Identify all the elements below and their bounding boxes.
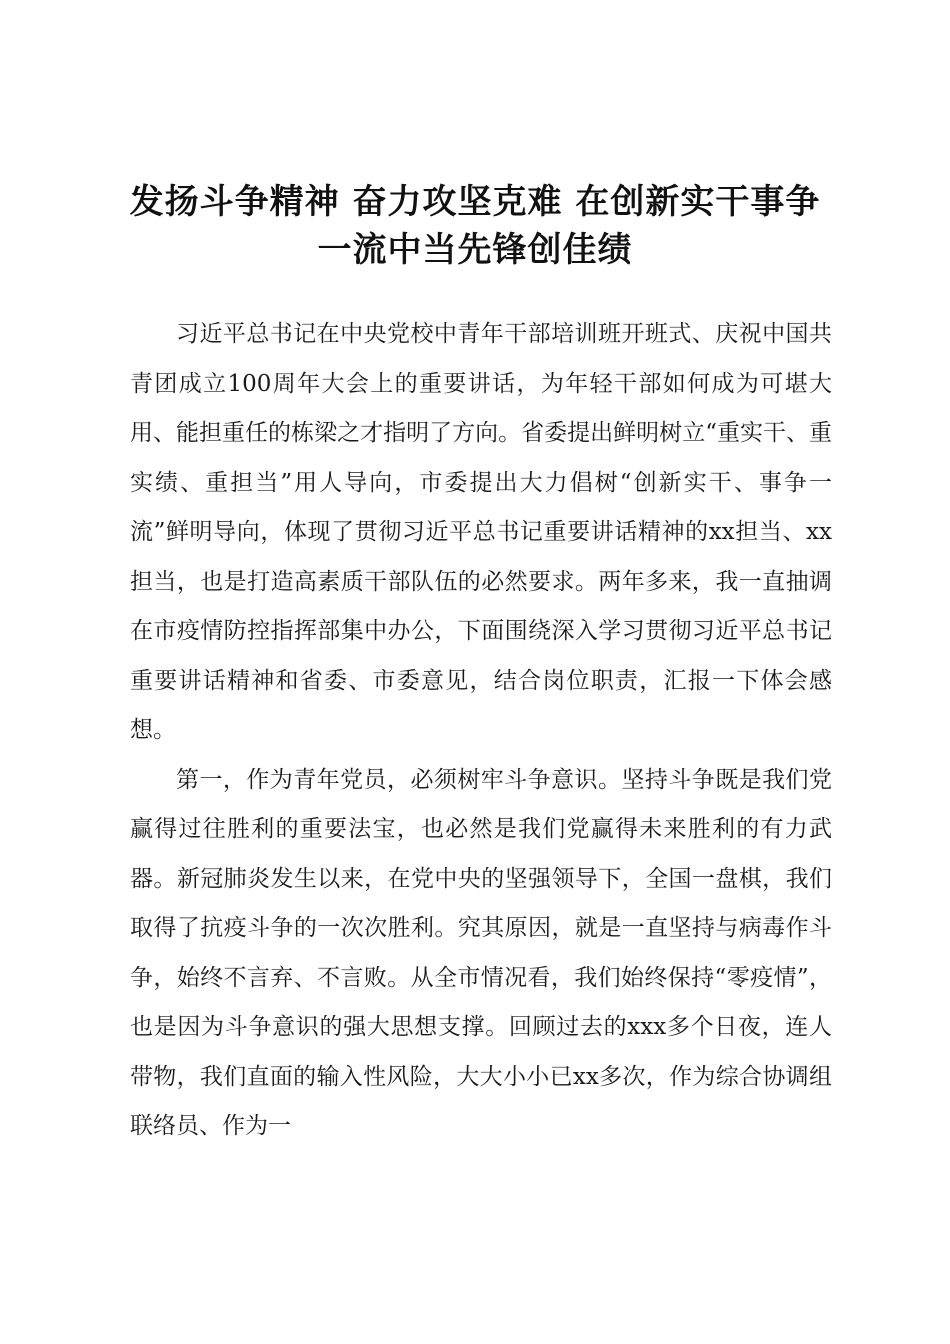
- title-line-2: 一流中当先锋创佳绩: [317, 230, 633, 270]
- document-title: [120, 178, 830, 274]
- title-line-1: 发扬斗争精神 奋力攻坚克难 在创新实干事争: [129, 182, 821, 222]
- paragraph-first-point: 第一，作为青年党员，必须树牢斗争意识。坚持斗争既是我们党赢得过往胜利的重要法宝，也必然是我们党赢得未来胜利的有力武器。新冠肺炎发生以来，在党中央的坚强领导下，全国一盘棋，我们取得了抗疫斗争的一次次胜利。究其原因，就是一直坚持与病毒作斗争，始终不言弃、不言败。从全市情况看，我们始终保持“零疫情”，也是因为斗争意识的强大思想支撑。回顾过去的xxx多个日夜，连人带物，我们直面的输入性风险，大大小小已xx多次，作为综合协调组联络员、作为一: [130, 766, 832, 1139]
- paragraph-intro: 习近平总书记在中央党校中青年干部培训班开班式、庆祝中国共青团成立100周年大会上的重要讲话，为年轻干部如何成为可堪大用、能担重任的栋梁之才指明了方向。省委提出鲜明树立“重实干、重实绩、重担当”用人导向，市委提出大力倡树“创新实干、事争一流”鲜明导向，体现了贯彻习近平总书记重要讲话精神的xx担当、xx担当，也是打造高素质干部队伍的必然要求。两年多来，我一直抽调在市疫情防控指挥部集中办公，下面围绕深入学习贯彻习近平总书记重要讲话精神和省委、市委意见，结合岗位职责，汇报一下体会感想。: [130, 321, 832, 743]
- document-body: [130, 310, 832, 1152]
